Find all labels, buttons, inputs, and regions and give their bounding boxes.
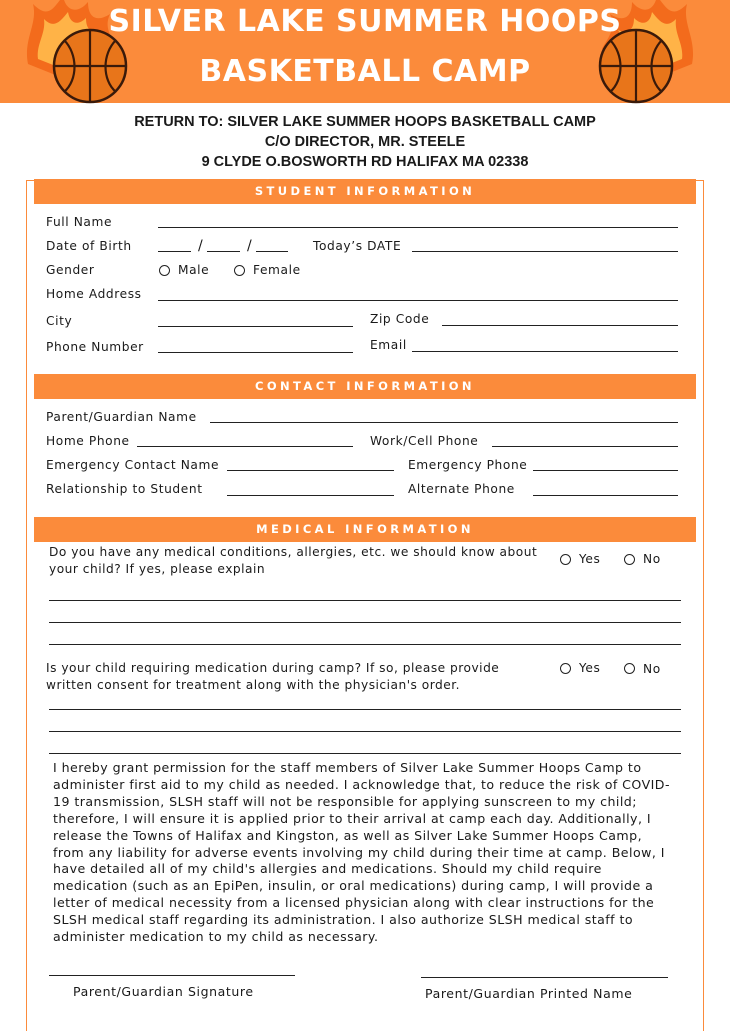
zip-code-label: Zip Code <box>370 312 430 326</box>
medication-explanation-line[interactable] <box>49 731 681 732</box>
dob-day-field[interactable] <box>207 251 240 252</box>
gender-male-label: Male <box>178 263 210 277</box>
home-address-field[interactable] <box>158 300 678 301</box>
medication-question: written consent for treatment along with the physician's order. <box>46 678 461 692</box>
dob-label: Date of Birth <box>46 239 132 253</box>
medication-yes-radio[interactable] <box>560 663 571 674</box>
signature-label: Parent/Guardian Signature <box>73 984 254 999</box>
camp-title-line1: SILVER LAKE SUMMER HOOPS <box>108 4 622 39</box>
medication-no-radio[interactable] <box>624 663 635 674</box>
medication-explanation-line[interactable] <box>49 709 681 710</box>
phone-number-field[interactable] <box>158 352 353 353</box>
dob-year-field[interactable] <box>256 251 288 252</box>
dob-month-field[interactable] <box>158 251 191 252</box>
return-address-line2: C/O DIRECTOR, MR. STEELE <box>264 134 466 150</box>
emergency-phone-label: Emergency Phone <box>408 458 528 472</box>
work-phone-field[interactable] <box>492 446 678 447</box>
medical-conditions-question: Do you have any medical conditions, allergies, etc. we should know about <box>49 545 538 559</box>
guardian-name-field[interactable] <box>210 422 678 423</box>
gender-male-radio[interactable] <box>159 265 170 276</box>
email-label: Email <box>370 338 407 352</box>
medical-explanation-line[interactable] <box>49 600 681 601</box>
medical-explanation-line[interactable] <box>49 622 681 623</box>
yes-label: Yes <box>579 552 601 566</box>
city-field[interactable] <box>158 326 353 327</box>
gender-female-label: Female <box>253 263 301 277</box>
medical-conditions-yes-radio[interactable] <box>560 554 571 565</box>
home-phone-label: Home Phone <box>46 434 130 448</box>
emergency-contact-label: Emergency Contact Name <box>46 458 220 472</box>
medical-explanation-line[interactable] <box>49 644 681 645</box>
medication-question: Is your child requiring medication during camp? If so, please provide <box>46 661 500 675</box>
no-label: No <box>643 552 661 566</box>
email-field[interactable] <box>412 351 678 352</box>
dob-separator: / <box>198 238 204 254</box>
city-label: City <box>46 314 73 328</box>
consent-paragraph: I hereby grant permission for the staff members of Silver Lake Summer Hoops Camp to administer first aid to my child as needed. I acknowledge that, to reduce the risk of COVID-19 transmission, SLSH staff will not be responsible for applying sunscreen to my child; therefore, I will ensure it is applied prior to their arrival at camp each day. Additionally, I release the Towns of Halifax and Kingston, as well as Silver Lake Summer Hoops Camp, from any liability for adverse events involving my child during their time at camp. Below, I have detailed all of my child's allergies and medications. Should my child require medication (such as an EpiPen, insulin, or oral medications) during camp, I will provide a letter of medical necessity from a licensed physician along with clear instructions for the SLSH medical staff regarding its administration. I also authorize SLSH medical staff to administer medication to my child as necessary. <box>53 760 670 945</box>
alternate-phone-field[interactable] <box>533 495 678 496</box>
return-address-line1: RETURN TO: SILVER LAKE SUMMER HOOPS BASKETBALL CAMP <box>134 114 596 130</box>
gender-female-radio[interactable] <box>234 265 245 276</box>
emergency-contact-field[interactable] <box>227 470 394 471</box>
student-section-heading: STUDENT INFORMATION <box>34 179 696 204</box>
alternate-phone-label: Alternate Phone <box>408 482 515 496</box>
return-address-line3: 9 CLYDE O.BOSWORTH RD HALIFAX MA 02338 <box>201 154 529 170</box>
signature-line[interactable] <box>49 975 295 976</box>
no-label: No <box>643 662 661 676</box>
relationship-label: Relationship to Student <box>46 482 203 496</box>
home-address-label: Home Address <box>46 287 142 301</box>
printed-name-line[interactable] <box>421 977 668 978</box>
camp-title-line2: BASKETBALL CAMP <box>199 54 531 89</box>
phone-number-label: Phone Number <box>46 340 144 354</box>
medical-section-heading: MEDICAL INFORMATION <box>34 517 696 542</box>
zip-code-field[interactable] <box>442 325 678 326</box>
yes-label: Yes <box>579 661 601 675</box>
home-phone-field[interactable] <box>137 446 353 447</box>
medication-explanation-line[interactable] <box>49 753 681 754</box>
emergency-phone-field[interactable] <box>533 470 678 471</box>
dob-separator: / <box>247 238 253 254</box>
relationship-field[interactable] <box>227 495 394 496</box>
full-name-label: Full Name <box>46 215 113 229</box>
medical-conditions-question: your child? If yes, please explain <box>49 562 266 576</box>
work-phone-label: Work/Cell Phone <box>370 434 479 448</box>
todays-date-field[interactable] <box>412 251 678 252</box>
todays-date-label: Today’s DATE <box>313 239 402 253</box>
full-name-field[interactable] <box>158 227 678 228</box>
medical-conditions-no-radio[interactable] <box>624 554 635 565</box>
printed-name-label: Parent/Guardian Printed Name <box>425 986 633 1001</box>
contact-section-heading: CONTACT INFORMATION <box>34 374 696 399</box>
gender-label: Gender <box>46 263 95 277</box>
guardian-name-label: Parent/Guardian Name <box>46 410 197 424</box>
